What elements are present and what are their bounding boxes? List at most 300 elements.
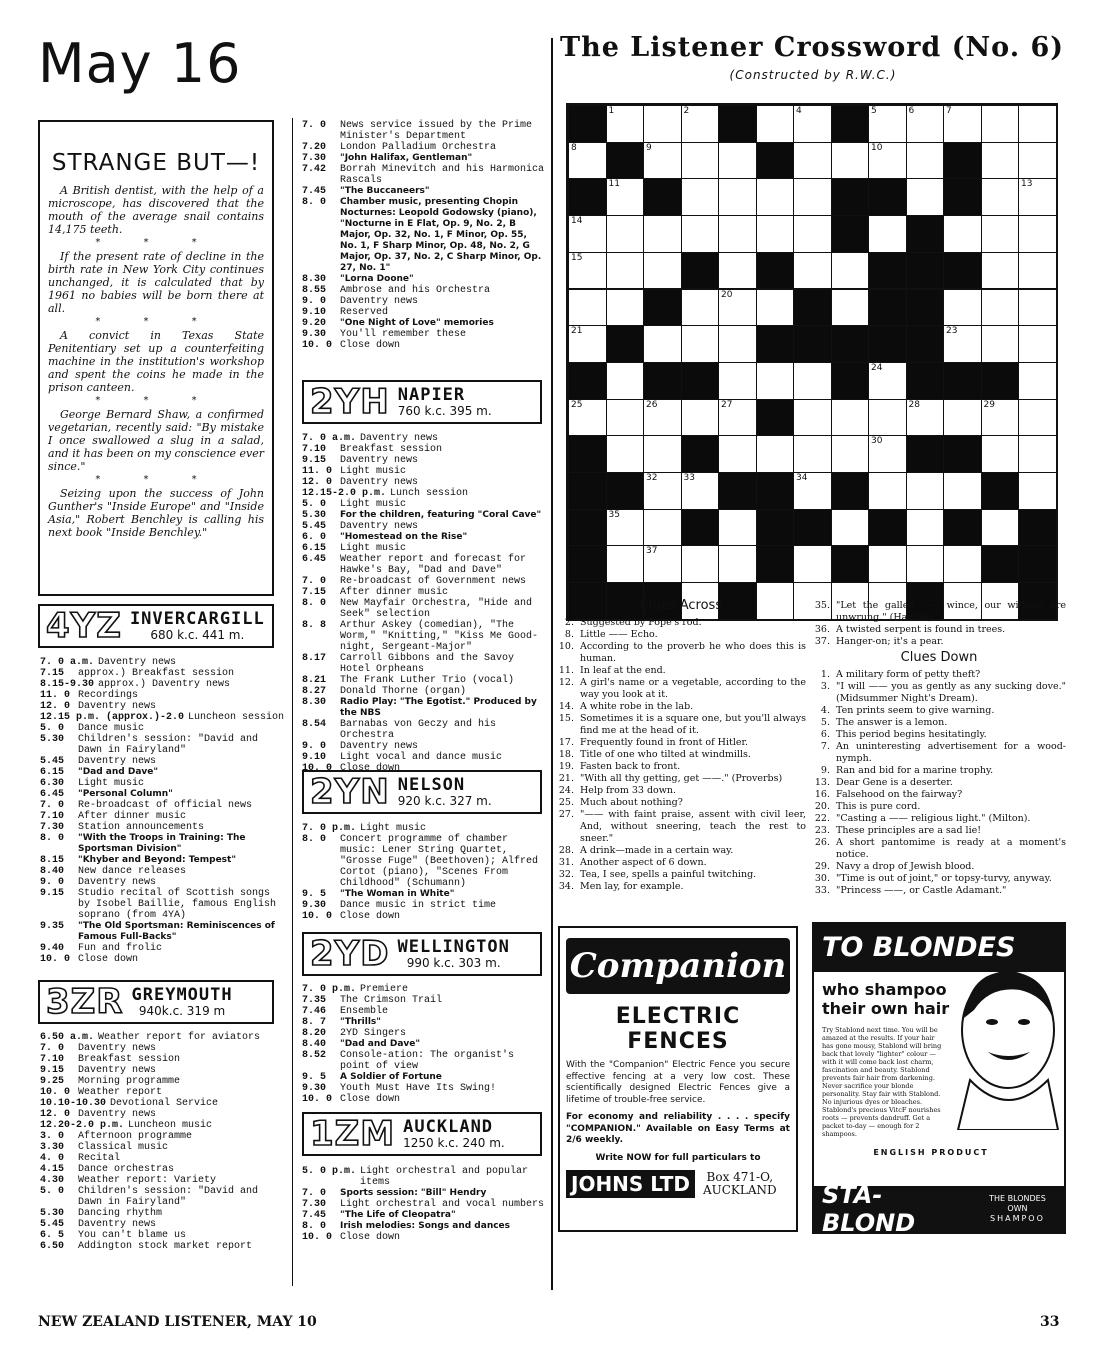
crossword-black-square bbox=[831, 545, 870, 583]
programme-row bbox=[302, 911, 545, 922]
crossword-cell[interactable] bbox=[1018, 252, 1057, 290]
crossword-cell[interactable] bbox=[981, 325, 1020, 363]
programme-row bbox=[40, 877, 286, 888]
programme-item: Borrah Minevitch and his Harmonica Rascals bbox=[340, 164, 545, 186]
crossword-black-square bbox=[868, 178, 907, 216]
crossword-cell[interactable] bbox=[681, 399, 720, 437]
programme-time: 9. 0 bbox=[40, 877, 65, 888]
crossword-black-square bbox=[906, 289, 945, 327]
programme-time: 9. 0 bbox=[302, 296, 327, 307]
programme-row bbox=[40, 1032, 286, 1043]
crossword-cell[interactable] bbox=[756, 105, 795, 143]
programme-item: Daventry news bbox=[78, 756, 157, 767]
crossword-cell[interactable] bbox=[756, 178, 795, 216]
programme-item: "Thrills" bbox=[340, 1017, 381, 1027]
programme-item: Luncheon music bbox=[128, 1120, 213, 1131]
clue-number: 23 bbox=[946, 326, 958, 337]
crossword-cell[interactable] bbox=[943, 105, 982, 143]
strange-title: STRANGE BUT—! bbox=[51, 150, 261, 176]
clues-across-title: Clues Across bbox=[639, 598, 723, 613]
crossword-cell[interactable] bbox=[568, 142, 607, 180]
crossword-black-square bbox=[568, 435, 607, 473]
crossword-cell[interactable] bbox=[868, 472, 907, 510]
crossword-cell[interactable] bbox=[906, 399, 945, 437]
programme-row bbox=[40, 712, 286, 723]
crossword-cell[interactable] bbox=[606, 509, 645, 547]
programme-time: 7. 0 bbox=[302, 1188, 327, 1199]
crossword-cell[interactable] bbox=[793, 399, 832, 437]
crossword-cell[interactable] bbox=[831, 142, 870, 180]
crossword-cell[interactable] bbox=[906, 178, 945, 216]
programme-time: 7. 0 bbox=[40, 1043, 65, 1054]
ad-product-note: ENGLISH PRODUCT bbox=[873, 1148, 989, 1157]
strange-item: George Bernard Shaw, a confirmed vegetarian, recently said: "By mistake I once swallowed a slug in a salad, and it has been on my conscience ever since." bbox=[48, 408, 264, 473]
crossword-black-square bbox=[681, 435, 720, 473]
crossword-cell[interactable] bbox=[906, 105, 945, 143]
station-freq: 1250 k.c. 240 m. bbox=[403, 1136, 505, 1150]
crossword-cell[interactable] bbox=[981, 399, 1020, 437]
crossword-cell[interactable] bbox=[981, 252, 1020, 290]
programme-row bbox=[302, 1017, 545, 1028]
programme-row bbox=[302, 274, 545, 285]
crossword-cell[interactable] bbox=[793, 142, 832, 180]
crossword-cell[interactable] bbox=[793, 178, 832, 216]
crossword-cell[interactable] bbox=[906, 545, 945, 583]
crossword-cell[interactable] bbox=[568, 289, 607, 327]
station-freq: 990 k.c. 303 m. bbox=[406, 956, 501, 970]
programme-list bbox=[302, 120, 545, 351]
crossword-cell[interactable] bbox=[681, 545, 720, 583]
clue-text: A military form of petty theft? bbox=[836, 669, 981, 680]
programme-item: The Crimson Trail bbox=[340, 995, 443, 1006]
crossword-cell[interactable] bbox=[1018, 399, 1057, 437]
clue bbox=[812, 801, 1066, 813]
crossword-cell[interactable] bbox=[681, 105, 720, 143]
clue-text: Sometimes it is a square one, but you'll always find me at the head of it. bbox=[580, 713, 806, 736]
crossword-cell[interactable] bbox=[793, 215, 832, 253]
crossword-cell[interactable] bbox=[718, 435, 757, 473]
programme-item: Light music bbox=[340, 543, 407, 554]
programme-item: Afternoon programme bbox=[78, 1131, 193, 1142]
crossword-cell[interactable] bbox=[606, 215, 645, 253]
programme-time: 10. 0 bbox=[40, 954, 71, 965]
crossword-cell[interactable] bbox=[943, 325, 982, 363]
crossword-cell[interactable] bbox=[681, 142, 720, 180]
crossword-cell[interactable] bbox=[868, 362, 907, 400]
programme-item: Light music bbox=[360, 823, 427, 834]
crossword-black-square bbox=[756, 325, 795, 363]
programme-row bbox=[302, 444, 545, 455]
clue bbox=[556, 881, 806, 893]
clue-number: 24 bbox=[871, 362, 883, 373]
programme-row bbox=[302, 1039, 545, 1050]
programme-item: Light music bbox=[340, 466, 407, 477]
crossword-cell[interactable] bbox=[718, 289, 757, 327]
clue bbox=[812, 885, 1066, 897]
crossword-cell[interactable] bbox=[718, 215, 757, 253]
crossword-cell[interactable] bbox=[943, 545, 982, 583]
crossword-cell[interactable] bbox=[718, 509, 757, 547]
clue-number: 1. bbox=[820, 669, 830, 680]
programme-time: 8.54 bbox=[302, 719, 327, 730]
crossword-cell[interactable] bbox=[906, 509, 945, 547]
programme-row bbox=[40, 954, 286, 965]
crossword-cell[interactable] bbox=[981, 142, 1020, 180]
clue bbox=[812, 705, 1066, 717]
crossword-cell[interactable] bbox=[756, 362, 795, 400]
clue bbox=[812, 765, 1066, 777]
programme-row bbox=[40, 1241, 286, 1252]
programme-time: 5. 0 bbox=[40, 723, 65, 734]
crossword-cell[interactable] bbox=[606, 178, 645, 216]
programme-item: Daventry news bbox=[78, 1043, 157, 1054]
programme-item: "One Night of Love" memories bbox=[340, 318, 494, 328]
programme-row bbox=[302, 1199, 545, 1210]
programme-item: The Frank Luther Trio (vocal) bbox=[340, 675, 515, 686]
programme-item: Light music bbox=[78, 778, 145, 789]
crossword-cell[interactable] bbox=[643, 142, 682, 180]
clue-text: Frequently found in front of Hitler. bbox=[580, 737, 748, 748]
crossword-cell[interactable] bbox=[643, 252, 682, 290]
programme-item: Close down bbox=[340, 340, 401, 351]
programme-row bbox=[302, 1221, 545, 1232]
crossword-cell[interactable] bbox=[718, 178, 757, 216]
programme-item: Daventry news bbox=[340, 477, 419, 488]
programme-row bbox=[302, 455, 545, 466]
programme-row bbox=[40, 811, 286, 822]
clue-number: 14. bbox=[558, 701, 574, 712]
programme-time: 4.15 bbox=[40, 1164, 65, 1175]
programme-row bbox=[40, 888, 286, 921]
crossword-cell[interactable] bbox=[606, 435, 645, 473]
crossword-cell[interactable] bbox=[568, 252, 607, 290]
crossword-cell[interactable] bbox=[606, 399, 645, 437]
strange-item: Seizing upon the success of John Gunther's "Inside Europe" and "Inside Asia," Robert Benchley is calling his next book "Inside Benchley." bbox=[48, 487, 264, 539]
crossword-cell[interactable] bbox=[606, 105, 645, 143]
crossword-cell[interactable] bbox=[756, 435, 795, 473]
programme-time: 7. 0 p.m. bbox=[302, 823, 357, 834]
programme-item: Daventry news bbox=[78, 1109, 157, 1120]
crossword-cell[interactable] bbox=[831, 252, 870, 290]
clue bbox=[812, 729, 1066, 741]
clue-text: A girl's name or a vegetable, according to the way you look at it. bbox=[580, 677, 806, 700]
programme-row bbox=[302, 499, 545, 510]
crossword-cell[interactable] bbox=[568, 215, 607, 253]
programme-item: approx.) Daventry news bbox=[98, 679, 231, 690]
crossword-cell[interactable] bbox=[831, 289, 870, 327]
crossword-cell[interactable] bbox=[606, 289, 645, 327]
clue-number: 25. bbox=[558, 797, 574, 808]
crossword-cell[interactable] bbox=[1018, 362, 1057, 400]
clue-text: These principles are a sad lie! bbox=[836, 825, 982, 836]
crossword-black-square bbox=[943, 362, 982, 400]
clue-number: 17. bbox=[558, 737, 574, 748]
clue bbox=[812, 825, 1066, 837]
crossword-cell[interactable] bbox=[793, 252, 832, 290]
clue bbox=[556, 749, 806, 761]
programme-time: 6.30 bbox=[40, 778, 65, 789]
crossword-cell[interactable] bbox=[793, 105, 832, 143]
programme-item: Youth Must Have Its Swing! bbox=[340, 1083, 497, 1094]
crossword-cell[interactable] bbox=[756, 215, 795, 253]
programme-list bbox=[40, 1032, 286, 1252]
programme-time: 5.45 bbox=[302, 521, 327, 532]
crossword-black-square bbox=[943, 142, 982, 180]
programme-item: New Mayfair Orchestra, "Hide and Seek" selection bbox=[340, 598, 533, 620]
programme-time: 8.30 bbox=[302, 274, 327, 285]
clue-number: 32 bbox=[646, 473, 658, 483]
crossword-cell[interactable] bbox=[981, 435, 1020, 473]
crossword-cell[interactable] bbox=[1018, 435, 1057, 473]
ad-subhead: who shampoo bbox=[822, 980, 947, 999]
crossword-cell[interactable] bbox=[1018, 289, 1057, 327]
programme-time: 9. 5 bbox=[302, 889, 327, 900]
programme-time: 6.50 bbox=[40, 1241, 65, 1252]
crossword-cell[interactable] bbox=[718, 362, 757, 400]
clue bbox=[556, 617, 806, 629]
crossword-cell[interactable] bbox=[606, 362, 645, 400]
crossword-black-square bbox=[718, 105, 757, 143]
crossword-cell[interactable] bbox=[606, 252, 645, 290]
programme-row bbox=[302, 543, 545, 554]
programme-row bbox=[40, 1109, 286, 1120]
crossword-cell[interactable] bbox=[1018, 105, 1057, 143]
programme-time: 8.15-9.30 bbox=[40, 679, 95, 690]
programme-row bbox=[302, 900, 545, 911]
crossword-cell[interactable] bbox=[643, 215, 682, 253]
clue-number: 35 bbox=[608, 509, 620, 520]
crossword-cell[interactable] bbox=[643, 509, 682, 547]
ad-tagline: THE BLONDES OWN bbox=[989, 1194, 1046, 1213]
clue-number: 35. bbox=[814, 600, 830, 611]
programme-item: Daventry news bbox=[340, 455, 419, 466]
programme-row bbox=[302, 1232, 545, 1243]
clue bbox=[812, 717, 1066, 729]
programme-item: Weather report bbox=[78, 1087, 163, 1098]
crossword-cell[interactable] bbox=[868, 105, 907, 143]
crossword-cell[interactable] bbox=[718, 142, 757, 180]
clue-number: 7. bbox=[820, 741, 830, 752]
programme-time: 7. 0 a.m. bbox=[40, 657, 95, 668]
programme-item: "Khyber and Beyond: Tempest" bbox=[78, 855, 237, 865]
crossword-black-square bbox=[606, 325, 645, 363]
programme-item: Ambrose and his Orchestra bbox=[340, 285, 491, 296]
crossword-cell[interactable] bbox=[981, 105, 1020, 143]
crossword-cell[interactable] bbox=[643, 472, 682, 510]
page-number: 33 bbox=[1040, 1314, 1060, 1330]
crossword-black-square bbox=[756, 509, 795, 547]
programme-time: 3. 0 bbox=[40, 1131, 65, 1142]
clue bbox=[556, 629, 806, 641]
crossword-cell[interactable] bbox=[981, 215, 1020, 253]
crossword-cell[interactable] bbox=[756, 289, 795, 327]
crossword-cell[interactable] bbox=[793, 435, 832, 473]
crossword-cell[interactable] bbox=[718, 325, 757, 363]
programme-time: 12. 0 bbox=[40, 1109, 71, 1120]
crossword-cell[interactable] bbox=[831, 435, 870, 473]
programme-time: 9.30 bbox=[302, 1083, 327, 1094]
crossword-black-square bbox=[831, 105, 870, 143]
programme-row bbox=[40, 1153, 286, 1164]
crossword-cell[interactable] bbox=[681, 215, 720, 253]
programme-row bbox=[40, 1065, 286, 1076]
crossword-cell[interactable] bbox=[718, 545, 757, 583]
clue bbox=[556, 773, 806, 785]
crossword-cell[interactable] bbox=[868, 399, 907, 437]
crossword-cell[interactable] bbox=[1018, 325, 1057, 363]
crossword-cell[interactable] bbox=[718, 252, 757, 290]
programme-row bbox=[302, 477, 545, 488]
crossword-cell[interactable] bbox=[1018, 215, 1057, 253]
strange-item: A British dentist, with the help of a microscope, has discovered that the mouth of the average snail contains 14,175 teeth. bbox=[48, 184, 264, 236]
crossword-cell[interactable] bbox=[793, 362, 832, 400]
programme-row bbox=[302, 466, 545, 477]
crossword-cell[interactable] bbox=[906, 472, 945, 510]
programme-list bbox=[302, 823, 545, 922]
crossword-cell[interactable] bbox=[643, 545, 682, 583]
crossword-cell[interactable] bbox=[568, 325, 607, 363]
programme-list bbox=[40, 657, 286, 965]
clue bbox=[812, 624, 1066, 636]
crossword-cell[interactable] bbox=[1018, 142, 1057, 180]
clue bbox=[812, 600, 1066, 624]
programme-row bbox=[40, 1142, 286, 1153]
clue-number: 28 bbox=[908, 399, 920, 410]
programme-time: 8. 0 bbox=[40, 833, 65, 844]
programme-time: 9.20 bbox=[302, 318, 327, 329]
crossword-cell[interactable] bbox=[943, 289, 982, 327]
crossword-cell[interactable] bbox=[868, 435, 907, 473]
clue-number: 5. bbox=[820, 717, 830, 728]
programme-row bbox=[302, 1072, 545, 1083]
crossword-black-square bbox=[568, 509, 607, 547]
station-freq: 680 k.c. 441 m. bbox=[150, 628, 245, 642]
crossword-black-square bbox=[756, 472, 795, 510]
programme-row bbox=[40, 767, 286, 778]
programme-row bbox=[302, 653, 545, 675]
programme-time: 8. 0 bbox=[302, 598, 327, 609]
crossword-cell[interactable] bbox=[981, 509, 1020, 547]
station-header-1zm bbox=[302, 1112, 542, 1156]
station-city: AUCKLAND bbox=[403, 1117, 494, 1137]
crossword-cell[interactable] bbox=[868, 215, 907, 253]
programme-time: 7. 0 bbox=[40, 800, 65, 811]
clue-number: 27. bbox=[558, 809, 574, 820]
programme-row bbox=[40, 1208, 286, 1219]
station-city: NAPIER bbox=[397, 385, 466, 405]
programme-time: 8.21 bbox=[302, 675, 327, 686]
clue-number: 22. bbox=[814, 813, 830, 824]
clue-text: Men lay, for example. bbox=[580, 881, 684, 892]
clue-number: 29 bbox=[983, 399, 995, 410]
crossword-cell[interactable] bbox=[1018, 178, 1057, 216]
crossword-cell[interactable] bbox=[943, 472, 982, 510]
crossword-cell[interactable] bbox=[981, 178, 1020, 216]
clue-number: 8 bbox=[571, 142, 577, 153]
programme-row bbox=[40, 1076, 286, 1087]
programme-item: For the children, featuring "Coral Cave" bbox=[340, 510, 542, 520]
crossword-black-square bbox=[831, 215, 870, 253]
crossword-cell[interactable] bbox=[981, 289, 1020, 327]
clue-number: 31. bbox=[558, 857, 574, 868]
crossword-black-square bbox=[606, 472, 645, 510]
clue-text: Little —— Echo. bbox=[580, 629, 658, 640]
crossword-cell[interactable] bbox=[606, 545, 645, 583]
programme-item: Daventry news bbox=[78, 701, 157, 712]
clue-number: 14 bbox=[571, 216, 583, 227]
crossword-cell[interactable] bbox=[643, 399, 682, 437]
programme-row bbox=[302, 329, 545, 340]
crossword-cell[interactable] bbox=[831, 509, 870, 547]
footer-publication: NEW ZEALAND LISTENER, MAY 10 bbox=[38, 1314, 317, 1330]
crossword-black-square bbox=[718, 472, 757, 510]
crossword-cell[interactable] bbox=[793, 545, 832, 583]
crossword-black-square bbox=[868, 509, 907, 547]
programme-row bbox=[302, 598, 545, 620]
programme-time: 9.10 bbox=[302, 752, 327, 763]
station-call: 1ZM bbox=[310, 1114, 396, 1154]
crossword-cell[interactable] bbox=[643, 105, 682, 143]
station-call: 2YD bbox=[310, 934, 390, 974]
programme-time: 7.45 bbox=[302, 186, 327, 197]
crossword-cell[interactable] bbox=[681, 472, 720, 510]
crossword-black-square bbox=[681, 509, 720, 547]
programme-item: Premiere bbox=[360, 984, 409, 995]
programme-time: 7. 0 bbox=[302, 576, 327, 587]
clues-down bbox=[812, 600, 1066, 897]
programme-time: 12. 0 bbox=[40, 701, 71, 712]
crossword-cell[interactable] bbox=[943, 215, 982, 253]
programme-time: 7.35 bbox=[302, 995, 327, 1006]
clue bbox=[812, 873, 1066, 885]
crossword-cell[interactable] bbox=[681, 289, 720, 327]
crossword-black-square bbox=[1018, 509, 1057, 547]
crossword-cell[interactable] bbox=[681, 325, 720, 363]
programme-time: 9.40 bbox=[40, 943, 65, 954]
crossword-cell[interactable] bbox=[568, 399, 607, 437]
programme-time: 8.17 bbox=[302, 653, 327, 664]
crossword-cell[interactable] bbox=[868, 142, 907, 180]
clue-number: 34 bbox=[796, 473, 808, 483]
clue-number: 9 bbox=[646, 142, 652, 153]
clue-text: According to the proverb he who does this is human. bbox=[580, 641, 806, 664]
programme-item: Daventry news bbox=[340, 521, 419, 532]
crossword-cell[interactable] bbox=[906, 142, 945, 180]
clue bbox=[556, 845, 806, 857]
station-city: NELSON bbox=[397, 775, 466, 795]
clue-text: Title of one who tilted at windmills. bbox=[580, 749, 751, 760]
crossword-black-square bbox=[868, 252, 907, 290]
crossword-cell[interactable] bbox=[868, 545, 907, 583]
programme-time: 7.45 bbox=[302, 1210, 327, 1221]
crossword-cell[interactable] bbox=[943, 399, 982, 437]
programme-time: 5. 0 bbox=[302, 499, 327, 510]
crossword-black-square bbox=[906, 252, 945, 290]
crossword-cell[interactable] bbox=[681, 178, 720, 216]
crossword-cell[interactable] bbox=[643, 325, 682, 363]
programme-item: Dance orchestras bbox=[78, 1164, 175, 1175]
crossword-cell[interactable] bbox=[793, 472, 832, 510]
crossword-cell[interactable] bbox=[718, 399, 757, 437]
crossword-cell[interactable] bbox=[643, 435, 682, 473]
programme-item: Concert programme of chamber music: Lener String Quartet, "Grosse Fuge" (Beethoven); Alfred Cortot (piano), "Scenes From Childhood" (Schumann) bbox=[340, 834, 539, 889]
crossword-cell[interactable] bbox=[1018, 472, 1057, 510]
programme-time: 5. 0 bbox=[40, 1186, 65, 1197]
programme-item: Children's session: "David and Dawn in Fairyland" bbox=[78, 1186, 259, 1208]
programme-row bbox=[302, 834, 545, 889]
crossword-cell[interactable] bbox=[831, 399, 870, 437]
programme-time: 8.55 bbox=[302, 285, 327, 296]
